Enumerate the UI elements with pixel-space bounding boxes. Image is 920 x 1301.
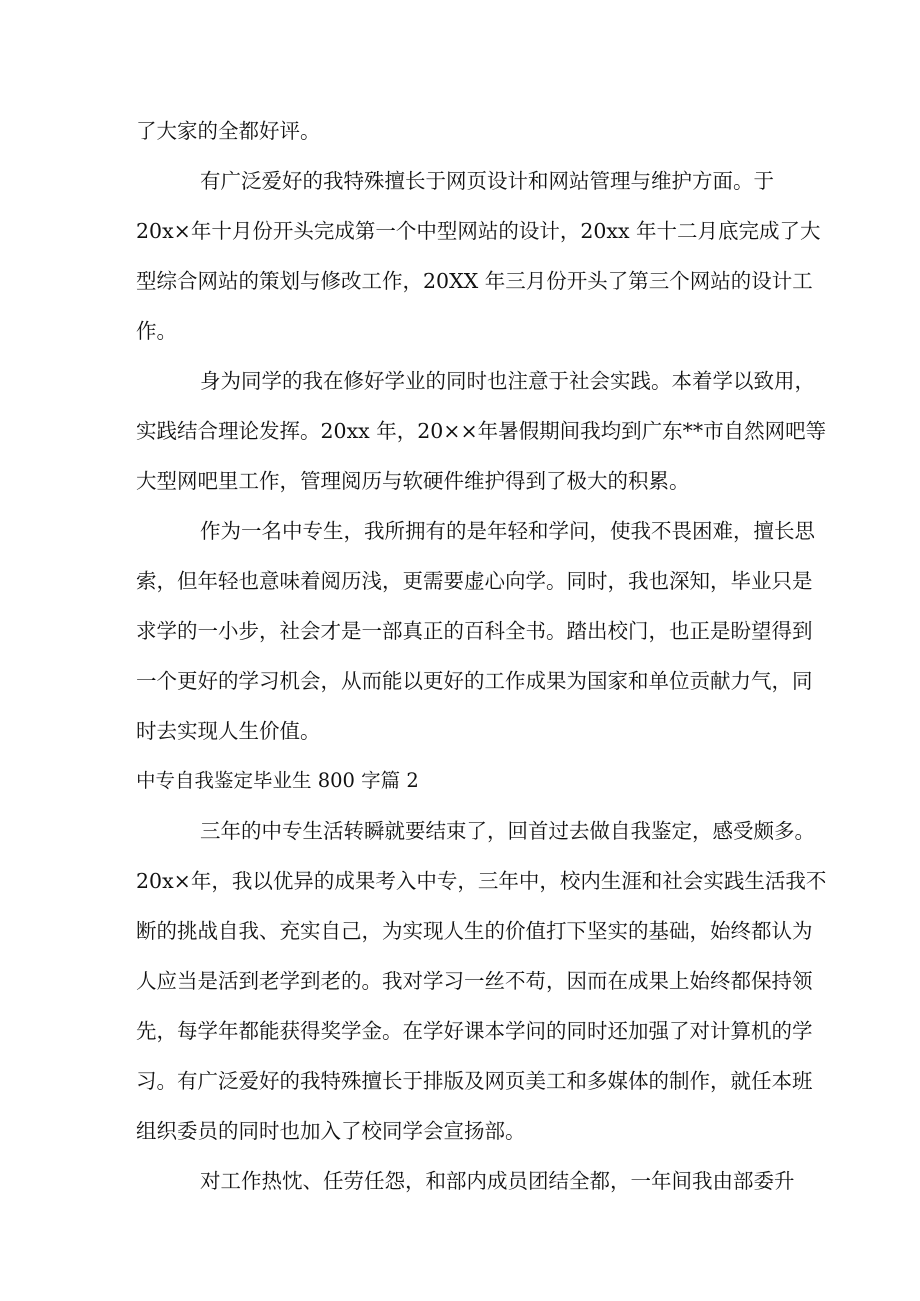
paragraph-line: 时去实现人生价值。 (136, 719, 321, 743)
paragraph-line: 断的挑战自我、充实自己，为实现人生的价值打下坚实的基础，始终都认为 (136, 919, 813, 943)
paragraph-line: 先，每学年都能获得奖学金。在学好课本学问的同时还加强了对计算机的学 (136, 1019, 813, 1043)
paragraph-line: 求学的一小步，社会才是一部真正的百科全书。踏出校门，也正是盼望得到 (136, 619, 813, 643)
paragraph-line: 身为同学的我在修好学业的同时也注意于社会实践。本着学以致用， (200, 369, 815, 393)
paragraph-line: 型综合网站的策划与修改工作，20XX 年三月份开头了第三个网站的设计工 (136, 269, 813, 293)
paragraph-line: 20x×年十月份开头完成第一个中型网站的设计，20xx 年十二月底完成了大 (136, 219, 821, 243)
section-heading: 中专自我鉴定毕业生 800 字篇 2 (136, 769, 419, 792)
paragraph-line: 习。有广泛爱好的我特殊擅长于排版及网页美工和多媒体的制作，就任本班 (136, 1069, 813, 1093)
paragraph-line: 有广泛爱好的我特殊擅长于网页设计和网站管理与维护方面。于 (200, 169, 774, 193)
paragraph-line: 对工作热忱、任劳任怨，和部内成员团结全都，一年间我由部委升 (200, 1169, 795, 1193)
paragraph-line: 人应当是活到老学到老的。我对学习一丝不苟，因而在成果上始终都保持领 (136, 969, 813, 993)
paragraph-line: 20x×年，我以优异的成果考入中专，三年中，校内生涯和社会实践生活我不 (136, 869, 827, 893)
paragraph-line: 三年的中专生活转瞬就要结束了，回首过去做自我鉴定，感受颇多。 (200, 819, 815, 843)
paragraph-line: 大型网吧里工作，管理阅历与软硬件维护得到了极大的积累。 (136, 469, 690, 493)
paragraph-line: 了大家的全都好评。 (136, 119, 321, 143)
paragraph-line: 作。 (136, 319, 177, 343)
paragraph-line: 索，但年轻也意味着阅历浅，更需要虚心向学。同时，我也深知，毕业只是 (136, 569, 813, 593)
paragraph-line: 实践结合理论发挥。20xx 年，20××年暑假期间我均到广东**市自然网吧等 (136, 419, 827, 443)
paragraph-line: 组织委员的同时也加入了校同学会宣扬部。 (136, 1119, 526, 1143)
paragraph-line: 作为一名中专生，我所拥有的是年轻和学问，使我不畏困难，擅长思 (200, 519, 815, 543)
paragraph-line: 一个更好的学习机会，从而能以更好的工作成果为国家和单位贡献力气，同 (136, 669, 813, 693)
